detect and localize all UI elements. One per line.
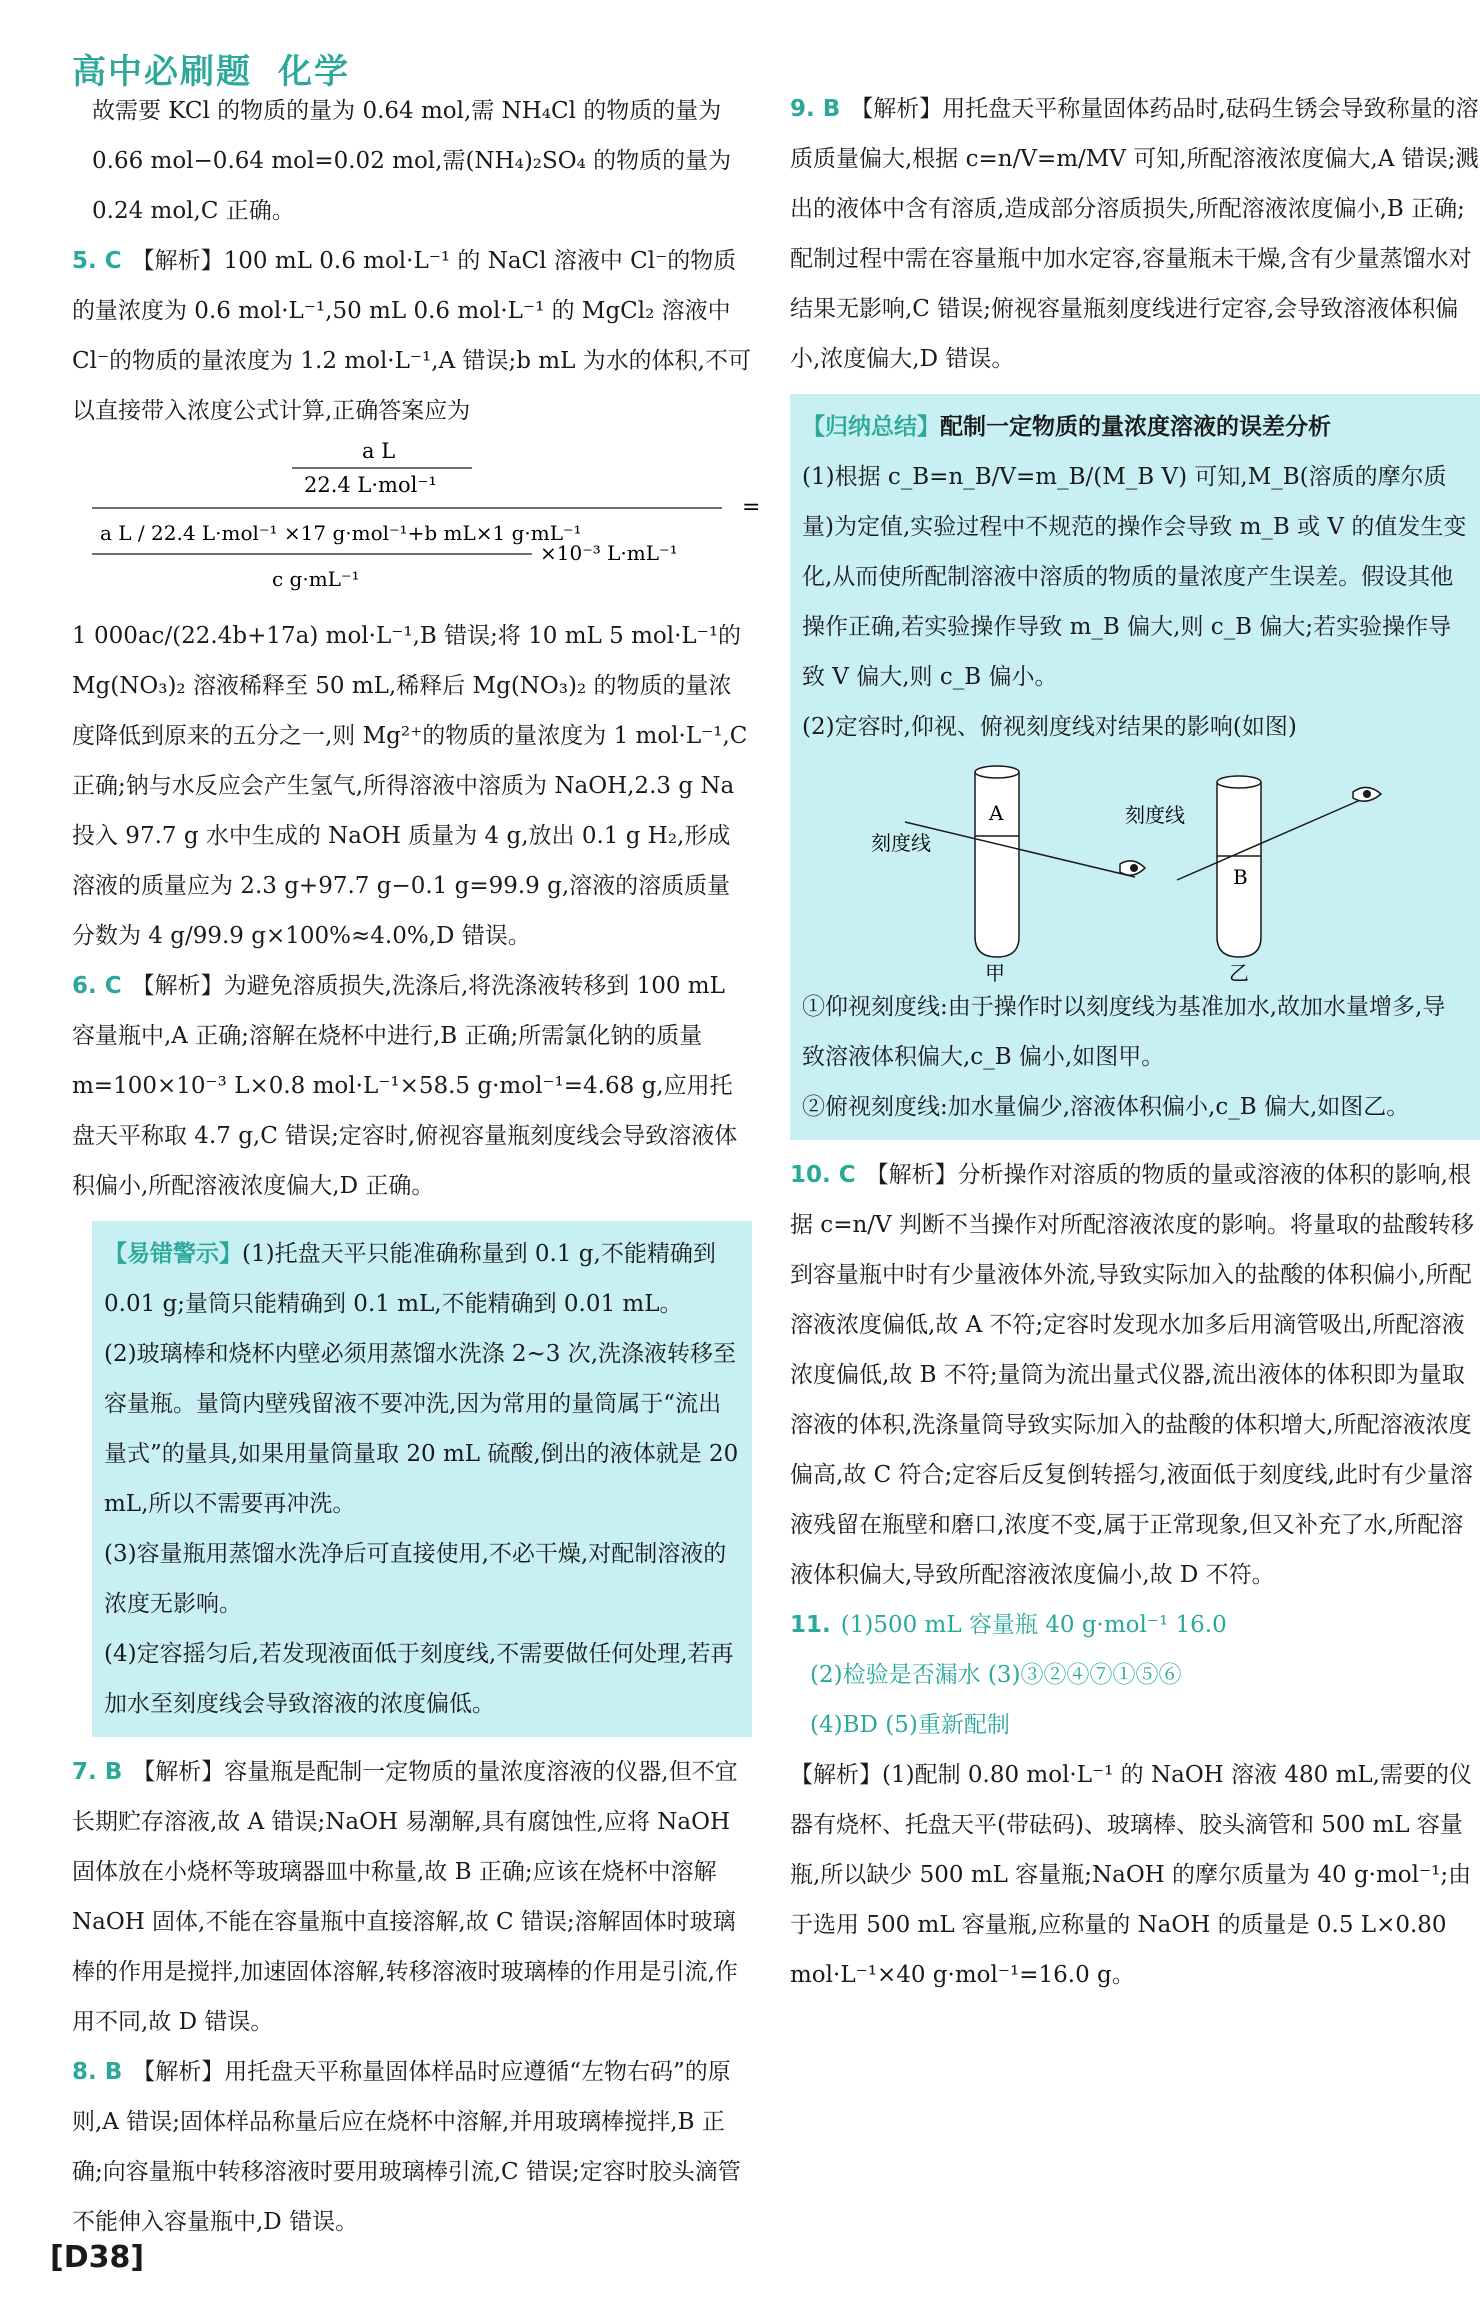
question-number: 8. B [72,2059,123,2085]
question-number: 11. [790,1612,831,1638]
question-9 [790,84,1480,384]
question-number: 5. C [72,248,122,274]
analysis-tag: 【解析】 [790,1762,882,1788]
summary-3: ①仰视刻度线:由于操作时以刻度线为基准加水,故加水量增多,导致溶液体积偏大,c_B 偏小,如图甲。 [802,994,1446,1070]
question-number: 10. C [790,1162,856,1188]
question-11-answers [790,1600,1480,1650]
formula-unit: ×10⁻³ L·mL⁻¹ [540,541,678,565]
tip-2: (2)玻璃棒和烧杯内壁必须用蒸馏水洗涤 2~3 次,洗涤液转移至容量瓶。量筒内壁残留液不要冲洗,因为常用的量筒属于“流出量式”的量具,如果用量筒量取 20 mL 硫酸,倒出的液体就是 20 mL,所以不需要再冲洗。 [104,1341,739,1517]
question-text: 分析操作对溶质的物质的量或溶液的体积的影响,根据 c=n/V 判断不当操作对所配溶液浓度的影响。将量取的盐酸转移到容量瓶中时有少量液体外流,导致实际加入的盐酸的体积偏小,所配溶液浓度偏低,故 A 不符;定容时发现水加多后用滴管吸出,所配溶液浓度偏低,故 B 不符;量筒为流出量式仪器,流出液体的体积即为量取溶液的体积,洗涤量筒导致实际加入的盐酸的体积增大,所配溶液浓度偏高,故 C 符合;定容后反复倒转摇匀,液面低于刻度线,此时有少量溶液残留在瓶壁和磨口,浓度不变,属于正常现象,但又补充了水,所配溶液体积偏大,导致所配溶液浓度偏小,故 D 不符。 [790,1162,1474,1588]
tip-1: (1)托盘天平只能准确称量到 0.1 g,不能精确到 0.01 g;量筒只能精确到 0.1 mL,不能精确到 0.01 mL。 [104,1241,716,1317]
left-column [72,86,761,2247]
formula-denominator: c g·mL⁻¹ [272,567,360,591]
box-title: 【易错警示】 [104,1241,242,1267]
question-text: 为避免溶质损失,洗涤后,将洗涤液转移到 100 mL 容量瓶中,A 正确;溶解在烧杯中进行,B 正确;所需氯化钠的质量 m=100×10⁻³ L×0.8 mol·L⁻¹×58.5 g·mol⁻¹=4.68 g,应用托盘天平称取 4.7 g,C 错误;定容时,俯视容量瓶刻度线会导致溶液体积偏小,所配溶液浓度偏大,D 正确。 [72,973,738,1199]
summary-2: (2)定容时,仰视、俯视刻度线对结果的影响(如图) [802,714,1297,740]
question-10 [790,1150,1480,1600]
scale-line-label: 刻度线 [1125,803,1185,827]
question-text: 100 mL 0.6 mol·L⁻¹ 的 NaCl 溶液中 Cl⁻的物质的量浓度为 0.6 mol·L⁻¹,50 mL 0.6 mol·L⁻¹ 的 MgCl₂ 溶液中 Cl⁻的物质的量浓度为 1.2 mol·L⁻¹,A 错误;b mL 为水的体积,不可以直接带入浓度公式计算,正确答案应为 [72,248,751,424]
label-b: B [1233,865,1248,889]
tip-4: (4)定容摇匀后,若发现液面低于刻度线,不需要做任何处理,若再加水至刻度线会导致溶液的浓度偏低。 [104,1641,734,1717]
question-text: 容量瓶是配制一定物质的量浓度溶液的仪器,但不宜长期贮存溶液,故 A 错误;NaOH 易潮解,具有腐蚀性,应将 NaOH 固体放在小烧杯等玻璃器皿中称量,故 B 正确;应该在烧杯中溶解 NaOH 固体,不能在容量瓶中直接溶解,故 C 错误;溶解固体时玻璃棒的作用是搅拌,加速固体溶解,转移溶液时玻璃棒的作用是引流,作用不同,故 D 错误。 [72,1759,738,2035]
question-number: 9. B [790,96,841,122]
figure-jia-label: 甲 [985,961,1005,985]
answer-line-1: (1)500 mL 容量瓶 40 g·mol⁻¹ 16.0 [840,1612,1227,1638]
formula-equals: = [742,495,761,520]
summary-box [790,394,1480,1140]
analysis-tag: 【解析】 [865,1162,958,1188]
figure-yi-label: 乙 [1229,961,1249,985]
meniscus-diagram [802,752,1468,985]
scale-line-label: 刻度线 [871,831,931,855]
analysis-tag: 【解析】 [132,2059,225,2085]
question-5 [72,236,752,436]
question-6 [72,961,752,1211]
analysis-tag: 【解析】 [850,96,943,122]
question-text: 用托盘天平称量固体药品时,砝码生锈会导致称量的溶质质量偏大,根据 c=n/V=m/MV 可知,所配溶液浓度偏大,A 错误;溅出的液体中含有溶质,造成部分溶质损失,所配溶液浓度偏小,B 正确;配制过程中需在容量瓶中加水定容,容量瓶未干燥,含有少量蒸馏水对结果无影响,C 错误;俯视容量瓶刻度线进行定容,会导致溶液体积偏小,浓度偏大,D 错误。 [790,96,1479,372]
formula-top: a L [362,439,396,463]
question-number: 7. B [72,1759,123,1785]
cylinder-yi [1125,776,1381,985]
label-a: A [989,801,1004,825]
box-title: 【归纳总结】 [802,414,940,440]
box-subtitle: 配制一定物质的量浓度溶液的误差分析 [940,413,1331,440]
summary-4: ②俯视刻度线:加水量偏少,溶液体积偏小,c_B 偏大,如图乙。 [802,1094,1410,1120]
question-text: (1)配制 0.80 mol·L⁻¹ 的 NaOH 溶液 480 mL,需要的仪器有烧杯、托盘天平(带砝码)、玻璃棒、胶头滴管和 500 mL 容量瓶,所以缺少 500 mL 容量瓶;NaOH 的摩尔质量为 40 g·mol⁻¹;由于选用 500 mL 容量瓶,应称量的 NaOH 的质量是 0.5 L×0.80 mol·L⁻¹×40 g·mol⁻¹=16.0 g。 [790,1762,1472,1988]
answer-line-2: (2)检验是否漏水 (3)③②④⑦①⑤⑥ [810,1662,1182,1688]
tip-3: (3)容量瓶用蒸馏水洗净后可直接使用,不必干燥,对配制溶液的浓度无影响。 [104,1541,727,1617]
question-text: 用托盘天平称量固体样品时应遵循“左物右码”的原则,A 错误;固体样品称量后应在烧杯中溶解,并用玻璃棒搅拌,B 正确;向容量瓶中转移溶液时要用玻璃棒引流,C 错误;定容时胶头滴管不能伸入容量瓶中,D 错误。 [72,2059,741,2235]
page-number: [D38] [50,2240,145,2275]
error-warning-box [92,1221,752,1737]
question-7 [72,1747,752,2047]
series-title: 高中必刷题 [72,52,252,92]
concentration-formula [92,436,761,611]
question-5-continued: 1 000ac/(22.4b+17a) mol·L⁻¹,B 错误;将 10 mL 5 mol·L⁻¹的 Mg(NO₃)₂ 溶液稀释至 50 mL,稀释后 Mg(NO₃)₂ 的物质的量浓度降低到原来的五分之一,则 Mg²⁺的物质的量浓度为 1 mol·L⁻¹,C 正确;钠与水反应会产生氢气,所得溶液中溶质为 NaOH,2.3 g Na 投入 97.7 g 水中生成的 NaOH 质量为 4 g,放出 0.1 g H₂,形成溶液的质量应为 2.3 g+97.7 g−0.1 g=99.9 g,溶液的溶质质量分数为 4 g/99.9 g×100%≈4.0%,D 错误。 [72,623,748,949]
right-column [790,84,1480,2000]
formula-middle: a L / 22.4 L·mol⁻¹ ×17 g·mol⁻¹+b mL×1 g·mL⁻¹ [100,521,582,545]
subject-title: 化学 [278,52,350,92]
analysis-tag: 【解析】 [131,248,224,274]
paragraph: 故需要 KCl 的物质的量为 0.64 mol,需 NH₄Cl 的物质的量为 0.66 mol−0.64 mol=0.02 mol,需(NH₄)₂SO₄ 的物质的量为 0.24 mol,C 正确。 [92,98,732,224]
formula-top-den: 22.4 L·mol⁻¹ [304,473,437,497]
summary-1: (1)根据 c_B=n_B/V=m_B/(M_B V) 可知,M_B(溶质的摩尔质量)为定值,实验过程中不规范的操作会导致 m_B 或 V 的值发生变化,从而使所配制溶液中溶质的物质的量浓度产生误差。假设其他操作正确,若实验操作导致 m_B 偏大,则 c_B 偏大;若实验操作导致 V 偏大,则 c_B 偏小。 [802,464,1467,690]
question-11-analysis [790,1750,1480,2000]
formula-graphic [92,436,761,611]
cylinder-jia [871,766,1145,985]
analysis-tag: 【解析】 [131,973,224,999]
question-number: 6. C [72,973,122,999]
analysis-tag: 【解析】 [132,1759,225,1785]
question-8 [72,2047,752,2247]
answer-line-3: (4)BD (5)重新配制 [810,1712,1010,1738]
